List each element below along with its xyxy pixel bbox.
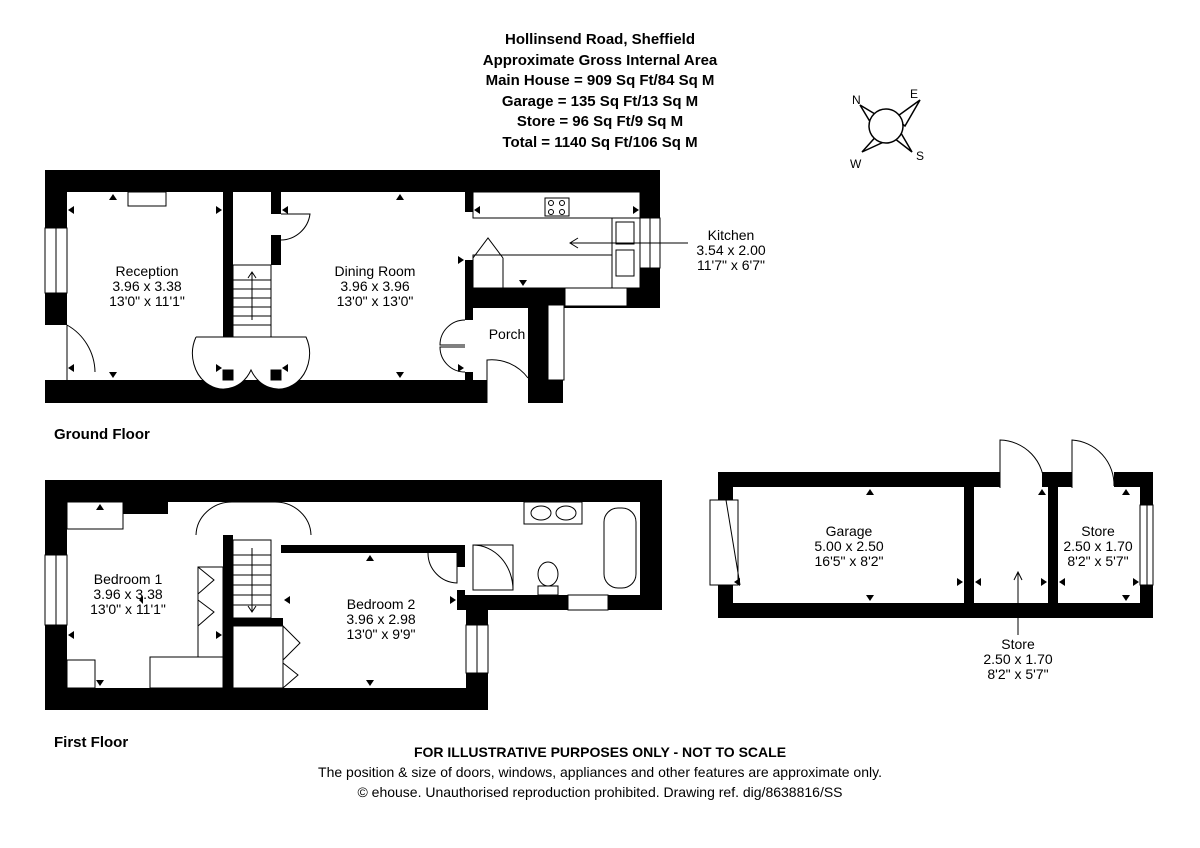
first-floor-label: First Floor (54, 734, 129, 751)
room-reception-metric: 3.96 x 3.38 (112, 278, 182, 294)
ground-floor-label: Ground Floor (54, 426, 150, 443)
room-store-bottom-metric: 2.50 x 1.70 (983, 651, 1053, 667)
room-dining-imperial: 13'0" x 13'0" (336, 293, 414, 309)
compass-e: E (910, 87, 919, 101)
room-dining-metric: 3.96 x 3.96 (340, 278, 410, 294)
room-garage-name: Garage (825, 523, 873, 539)
room-bedroom1 (90, 572, 166, 617)
footer-disclaimer: FOR ILLUSTRATIVE PURPOSES ONLY - NOT TO SCALE (413, 744, 787, 760)
room-store-right (1063, 524, 1132, 569)
footer-copyright: © ehouse. Unauthorised reproduction prohibited. Drawing ref. dig/8638816/SS (357, 784, 843, 800)
room-store-bottom-name: Store (1001, 636, 1035, 652)
room-bedroom1-imperial: 13'0" x 11'1" (90, 601, 166, 617)
area-garage: Garage = 135 Sq Ft/13 Sq M (501, 92, 699, 110)
room-kitchen-metric: 3.54 x 2.00 (696, 242, 766, 258)
room-bedroom2-metric: 3.96 x 2.98 (346, 611, 416, 627)
room-dining (335, 264, 416, 309)
room-bedroom1-metric: 3.96 x 3.38 (93, 586, 163, 602)
plan-footer (200, 742, 1000, 802)
room-store-bottom-imperial: 8'2" x 5'7" (987, 666, 1049, 682)
room-reception-name: Reception (115, 263, 179, 279)
room-dining-name: Dining Room (334, 263, 416, 279)
room-bedroom2 (346, 597, 415, 642)
footer-note: The position & size of doors, windows, appliances and other features are approximate only. (318, 764, 882, 780)
room-kitchen (696, 228, 765, 273)
room-store-right-imperial: 8'2" x 5'7" (1067, 553, 1129, 569)
room-bedroom1-name: Bedroom 1 (93, 571, 163, 587)
compass-w: W (850, 157, 862, 171)
room-store-bottom (983, 637, 1052, 682)
room-bedroom2-name: Bedroom 2 (346, 596, 416, 612)
compass-s: S (916, 149, 925, 163)
area-store: Store = 96 Sq Ft/9 Sq M (516, 113, 684, 130)
room-porch-name: Porch (488, 326, 526, 342)
compass-n: N (852, 93, 861, 107)
room-reception-imperial: 13'0" x 11'1" (109, 293, 185, 309)
room-garage-metric: 5.00 x 2.50 (814, 538, 884, 554)
room-kitchen-name: Kitchen (707, 227, 755, 243)
area-subtitle: Approximate Gross Internal Area (482, 51, 718, 69)
room-store-right-metric: 2.50 x 1.70 (1063, 538, 1133, 554)
room-store-right-name: Store (1081, 523, 1115, 539)
room-garage (814, 524, 883, 569)
room-porch (489, 327, 526, 342)
room-kitchen-imperial: 11'7" x 6'7" (697, 257, 765, 273)
plan-title: Hollinsend Road, Sheffield (504, 31, 695, 48)
room-garage-imperial: 16'5" x 8'2" (814, 553, 884, 569)
room-bedroom2-imperial: 13'0" x 9'9" (346, 626, 416, 642)
compass-icon (850, 87, 924, 171)
room-reception (109, 264, 185, 309)
area-main-house: Main House = 909 Sq Ft/84 Sq M (485, 72, 715, 89)
area-total: Total = 1140 Sq Ft/106 Sq M (502, 133, 698, 151)
